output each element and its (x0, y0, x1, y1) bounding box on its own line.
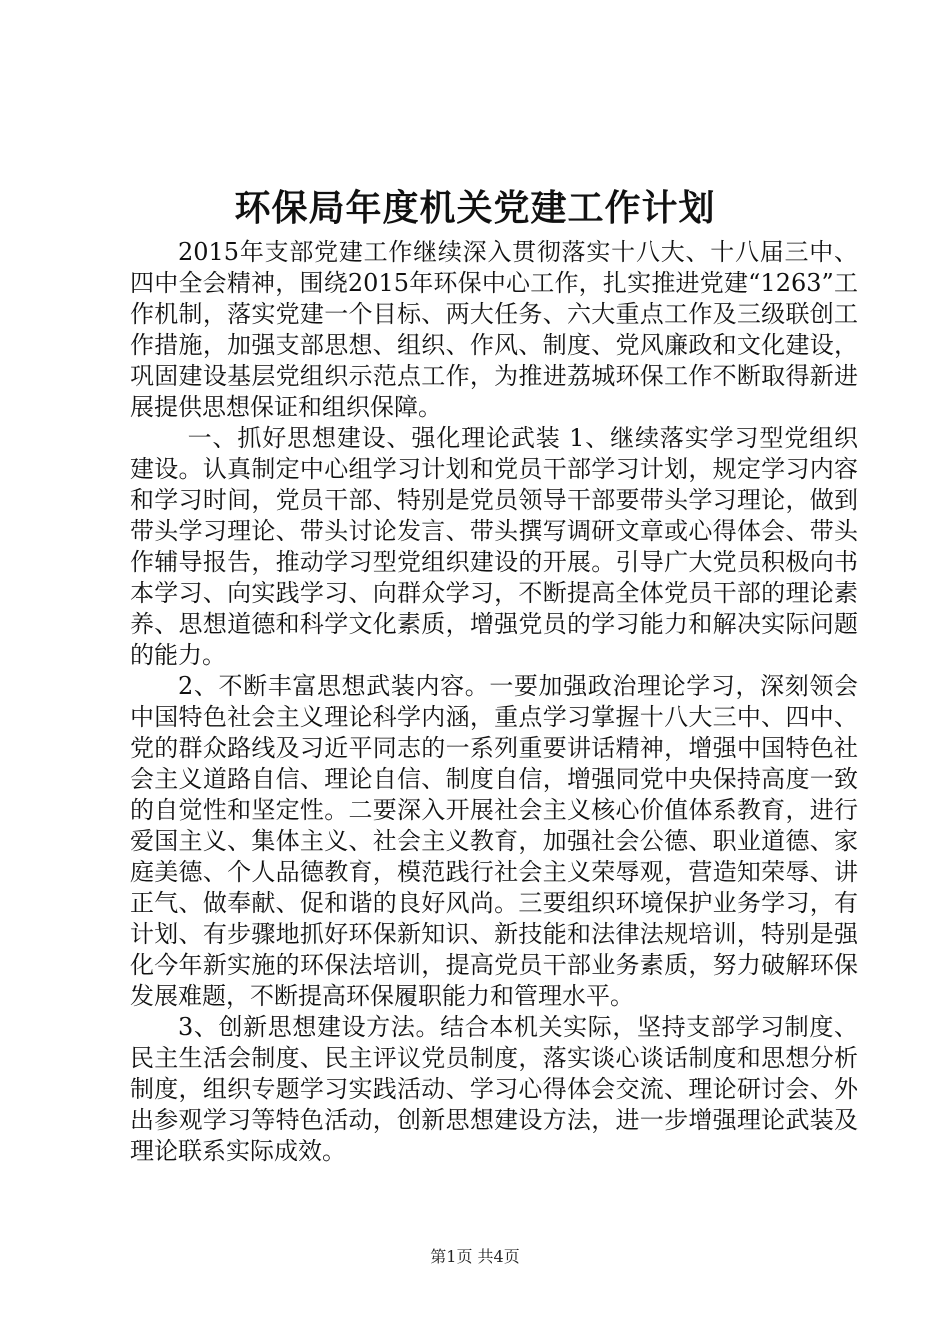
paragraph-item-3: 3、创新思想建设方法。结合本机关实际，坚持支部学习制度、民主生活会制度、民主评议党员制度，落实谈心谈话制度和思想分析制度，组织专题学习实践活动、学习心得体会交流、理论研讨会、外出参观学习等特色活动，创新思想建设方法，进一步增强理论武装及理论联系实际成效。 (130, 1013, 858, 1165)
document-body (130, 237, 858, 1167)
paragraph-intro: 2015年支部党建工作继续深入贯彻落实十八大、十八届三中、四中全会精神，围绕2015年环保中心工作，扎实推进党建“1263”工作机制，落实党建一个目标、两大任务、六大重点工作及三级联创工作措施，加强支部思想、组织、作风、制度、党风廉政和文化建设，巩固建设基层党组织示范点工作，为推进荔城环保工作不断取得新进展提供思想保证和组织保障。 (130, 238, 858, 421)
page-number-footer: 第1页 共4页 (430, 1247, 520, 1266)
document-title: 环保局年度机关党建工作计划 (234, 188, 716, 229)
paragraph-item-2: 2、不断丰富思想武装内容。一要加强政治理论学习，深刻领会中国特色社会主义理论科学内涵，重点学习掌握十八大三中、四中、党的群众路线及习近平同志的一系列重要讲话精神，增强中国特色社会主义道路自信、理论自信、制度自信，增强同党中央保持高度一致的自觉性和坚定性。二要深入开展社会主义核心价值体系教育，进行爱国主义、集体主义、社会主义教育，加强社会公德、职业道德、家庭美德、个人品德教育，模范践行社会主义荣辱观，营造知荣辱、讲正气、做奉献、促和谐的良好风尚。三要组织环境保护业务学习，有计划、有步骤地抓好环保新知识、新技能和法律法规培训，特别是强化今年新实施的环保法培训，提高党员干部业务素质，努力破解环保发展难题，不断提高环保履职能力和管理水平。 (130, 672, 858, 1010)
paragraph-section-1: 一、抓好思想建设、强化理论武装 1、继续落实学习型党组织建设。认真制定中心组学习计划和党员干部学习计划，规定学习内容和学习时间，党员干部、特别是党员领导干部要带头学习理论，做到带头学习理论、带头讨论发言、带头撰写调研文章或心得体会、带头作辅导报告，推动学习型党组织建设的开展。引导广大党员积极向书本学习、向实践学习、向群众学习，不断提高全体党员干部的理论素养、思想道德和科学文化素质，增强党员的学习能力和解决实际问题的能力。 (130, 424, 858, 669)
